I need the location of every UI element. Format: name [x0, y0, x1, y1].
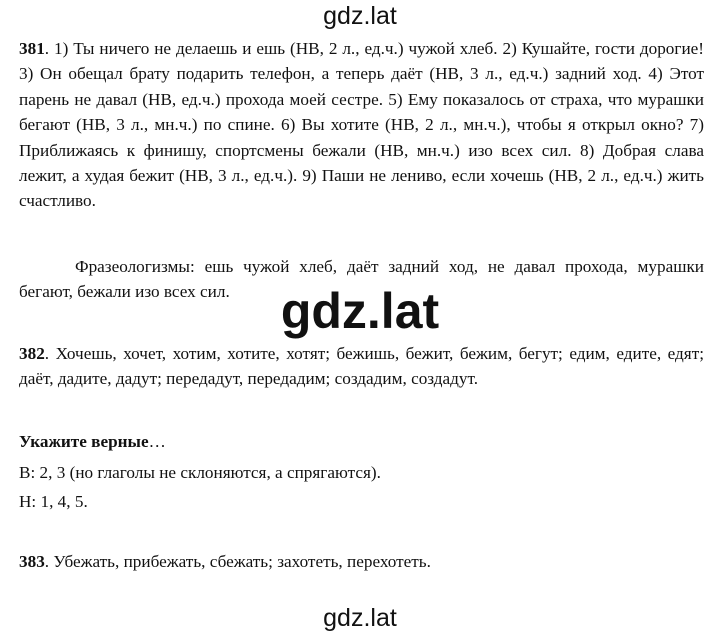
exercise-383-number: 383 — [19, 552, 45, 571]
exercise-381-phraseologisms: Фразеологизмы: ешь чужой хлеб, даёт задний ход, не давал прохода, мурашки бегают, бежали изо всех сил. — [19, 257, 704, 302]
task-heading: Укажите верные — [19, 432, 149, 451]
exercise-383-body: . Убежать, прибежать, сбежать; захотеть, перехотеть. — [44, 552, 431, 571]
exercise-381-number: 381 — [19, 39, 45, 58]
watermark-bottom: gdz.lat — [323, 604, 397, 632]
answer-n: Н: 1, 4, 5. — [19, 492, 88, 511]
exercise-383-text — [19, 549, 704, 574]
exercise-381-text — [19, 36, 704, 214]
exercise-382-number: 382 — [19, 344, 45, 363]
exercise-382-task — [19, 429, 704, 454]
watermark-middle: gdz.lat — [280, 283, 440, 339]
exercise-382-text — [19, 341, 704, 392]
answer-v: В: 2, 3 (но глаголы не склоняются, а спрягаются). — [19, 463, 381, 482]
watermark-top: gdz.lat — [323, 2, 397, 30]
task-ellipsis: … — [148, 432, 166, 451]
exercise-381-body: . 1) Ты ничего не делаешь и ешь (НВ, 2 л., ед.ч.) чужой хлеб. 2) Кушайте, гости дорогие! 3) Он обещал брату подарить телефон, а теперь даёт (НВ, 3 л., ед.ч.) задний ход. 4) Этот парень не давал (НВ, ед.ч.) прохода моей сестре. 5) Ему показалось от страха, что мурашки бегают (НВ, 3 л., мн.ч.) по спине. 6) Вы хотите (НВ, 2 л., мн.ч.), чтобы я открыл окно? 7) Приближаясь к финишу, спортсмены бежали (НВ, мн.ч.) изо всех сил. 8) Добрая слава лежит, а худая бежит (НВ, 3 л., ед.ч.). 9) Паши не лениво, если хочешь (НВ, 2 л., ед.ч.) жить счастливо. — [19, 39, 704, 211]
exercise-382-body: . Хочешь, хочет, хотим, хотите, хотят; бежишь, бежит, бежим, бегут; едим, едите, едят; даёт, дадите, дадут; передадут, передадим; создадим, создадут. — [19, 344, 704, 389]
